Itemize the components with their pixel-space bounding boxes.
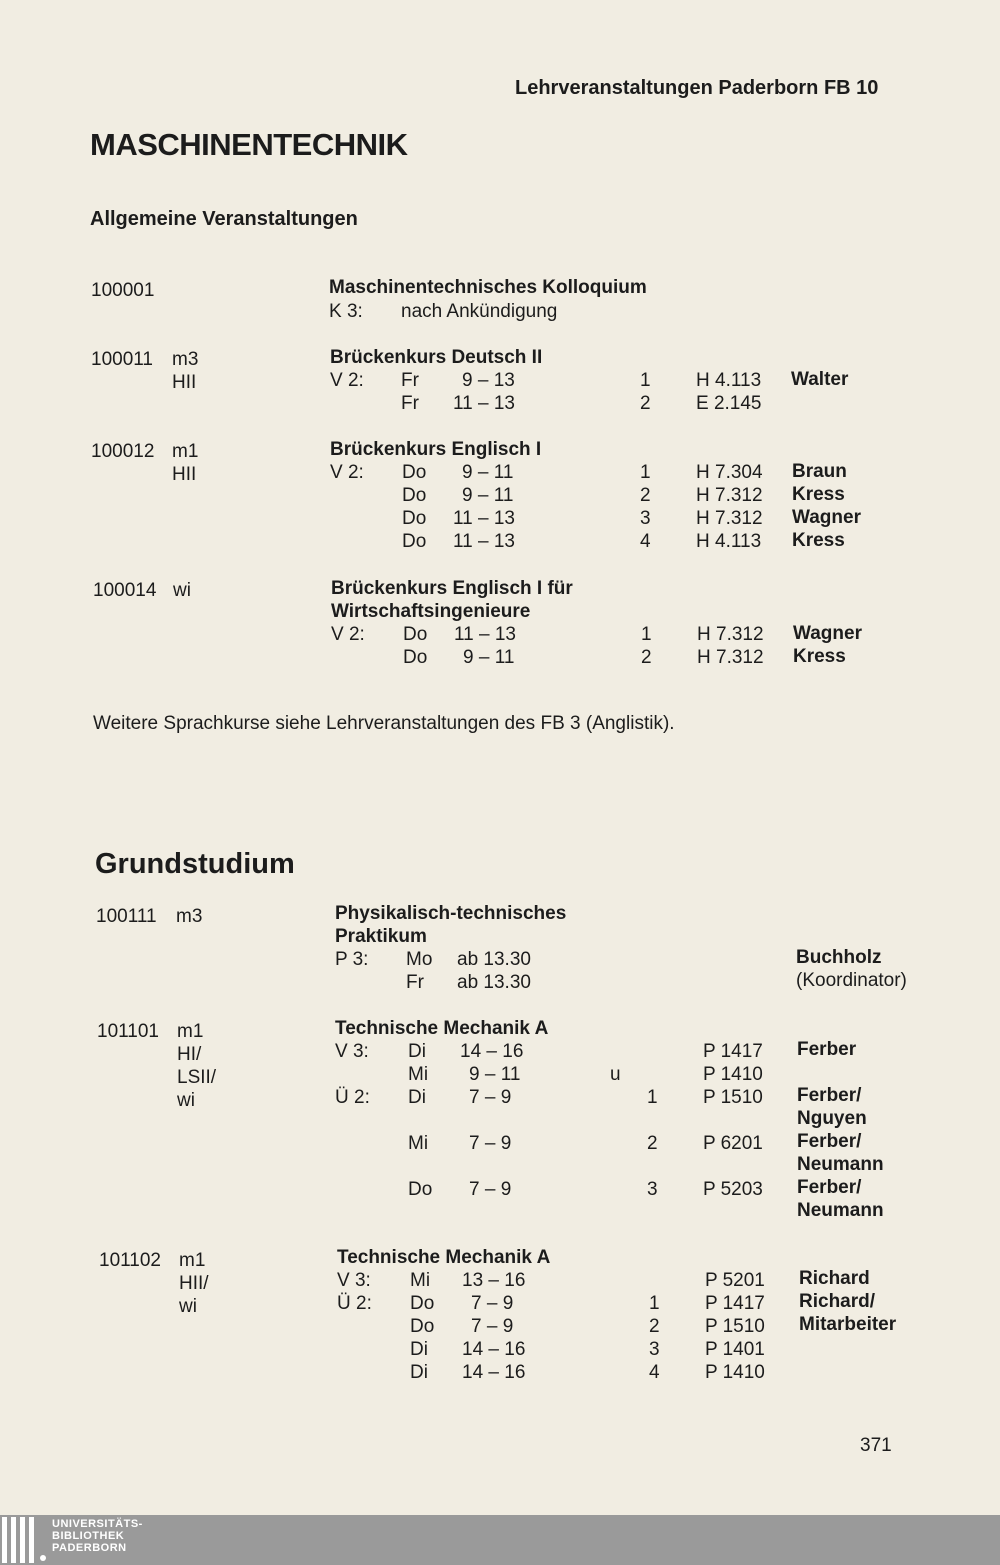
row-day: Mi	[408, 1133, 429, 1154]
course-code-2: HII/	[179, 1273, 209, 1294]
row-group: 1	[640, 370, 651, 391]
row-room: P 6201	[703, 1133, 763, 1154]
row-time: 14 – 16	[462, 1339, 526, 1360]
course-number: 100011	[91, 349, 153, 370]
row-lecturer: Kress	[793, 646, 846, 667]
row-day: Fr	[406, 972, 424, 993]
row-lecturer: Braun	[792, 461, 847, 482]
course-type-exercise: Ü 2:	[337, 1293, 372, 1314]
course-number: 100001	[91, 280, 155, 301]
row-day: Mi	[410, 1270, 431, 1291]
course-title: Maschinentechnisches Kolloquium	[329, 277, 647, 298]
row-room: H 4.113	[696, 370, 762, 391]
row-day: Do	[403, 647, 428, 668]
course-number: 100014	[93, 580, 157, 601]
row-room: P 5201	[705, 1270, 765, 1291]
row-room: P 1417	[703, 1041, 763, 1062]
row-time: 7 – 9	[469, 1179, 512, 1200]
row-day: Do	[402, 485, 427, 506]
section-heading-basic: Grundstudium	[95, 848, 295, 880]
course-code: m1	[177, 1021, 204, 1042]
course-code: m1	[179, 1250, 206, 1271]
row-room: P 1510	[705, 1316, 765, 1337]
row-day: Do	[402, 531, 427, 552]
row-time: 11 – 13	[453, 508, 515, 529]
row-room: H 7.312	[697, 624, 764, 645]
row-group: 1	[649, 1293, 660, 1314]
row-flag: u	[610, 1064, 621, 1085]
row-lecturer: Kress	[792, 530, 845, 551]
course-code-2: HII	[172, 372, 197, 393]
course-code-2: HI/	[177, 1044, 202, 1065]
row-lecturer: Buchholz	[796, 947, 882, 968]
row-lecturer-2: Neumann	[797, 1154, 884, 1175]
row-lecturer: Richard/	[799, 1291, 876, 1312]
row-room: E 2.145	[696, 393, 762, 414]
row-lecturer-2: Neumann	[797, 1200, 884, 1221]
course-title: Technische Mechanik A	[335, 1018, 549, 1039]
row-time: ab 13.30	[457, 949, 531, 970]
row-day: Do	[403, 624, 428, 645]
row-time: 9 – 11	[463, 647, 515, 668]
course-info: nach Ankündigung	[401, 301, 558, 322]
library-logo-text	[52, 1518, 143, 1554]
page-header: Lehrveranstaltungen Paderborn FB 10	[515, 77, 879, 99]
row-time: 7 – 9	[469, 1087, 512, 1108]
library-footer	[0, 1515, 1000, 1565]
logo-line-1: UNIVERSITÄTS-	[52, 1518, 143, 1530]
row-room: H 7.312	[697, 647, 764, 668]
course-title-2: Praktikum	[335, 926, 427, 947]
row-day: Do	[410, 1316, 435, 1337]
course-code-3: wi	[179, 1296, 197, 1317]
course-type-lecture: V 3:	[335, 1041, 369, 1062]
row-room: P 1510	[703, 1087, 763, 1108]
course-number: 100111	[96, 906, 157, 927]
course-type-lecture: V 3:	[337, 1270, 371, 1291]
row-lecturer: Ferber	[797, 1039, 857, 1060]
row-lecturer: Kress	[792, 484, 845, 505]
row-time: 7 – 9	[469, 1133, 512, 1154]
row-group: 2	[640, 393, 651, 414]
row-day: Do	[402, 508, 427, 529]
row-group: 1	[640, 462, 651, 483]
row-lecturer: Walter	[791, 369, 849, 390]
row-day: Mi	[408, 1064, 429, 1085]
row-time: ab 13.30	[457, 972, 531, 993]
course-code-4: wi	[177, 1090, 195, 1111]
course-type: V 2:	[331, 624, 365, 645]
row-day: Do	[408, 1179, 433, 1200]
row-lecturer-2: Nguyen	[797, 1108, 867, 1129]
row-lecturer: Richard	[799, 1268, 870, 1289]
row-day: Mo	[406, 949, 433, 970]
row-day: Fr	[401, 393, 419, 414]
row-day: Di	[410, 1362, 428, 1383]
row-room: P 1417	[705, 1293, 765, 1314]
row-group: 2	[641, 647, 652, 668]
row-time: 11 – 13	[453, 393, 515, 414]
row-lecturer: Ferber/	[797, 1177, 862, 1198]
course-code-3: LSII/	[177, 1067, 217, 1088]
row-room: P 1401	[705, 1339, 765, 1360]
course-number: 101102	[99, 1250, 161, 1271]
row-room: P 5203	[703, 1179, 763, 1200]
row-group: 2	[647, 1133, 658, 1154]
course-number: 100012	[91, 441, 155, 462]
course-code-2: HII	[172, 464, 197, 485]
row-time: 14 – 16	[462, 1362, 526, 1383]
row-group: 2	[640, 485, 651, 506]
row-time: 7 – 9	[471, 1316, 514, 1337]
row-lecturer: Wagner	[793, 623, 862, 644]
row-room: H 7.312	[696, 508, 763, 529]
course-type: K 3:	[329, 301, 363, 322]
logo-line-2: BIBLIOTHEK	[52, 1530, 125, 1542]
course-code: m3	[172, 349, 199, 370]
row-day: Fr	[401, 370, 419, 391]
row-time: 9 – 11	[462, 485, 514, 506]
row-group: 1	[641, 624, 652, 645]
row-time: 11 – 13	[454, 624, 516, 645]
course-type-exercise: Ü 2:	[335, 1087, 370, 1108]
row-day: Do	[402, 462, 427, 483]
course-type: V 2:	[330, 370, 364, 391]
course-code: wi	[173, 580, 191, 601]
row-room: H 7.304	[696, 462, 763, 483]
row-group: 1	[647, 1087, 658, 1108]
row-day: Di	[408, 1041, 426, 1062]
row-room: P 1410	[703, 1064, 763, 1085]
page-title: MASCHINENTECHNIK	[90, 127, 408, 162]
page-number: 371	[860, 1435, 892, 1456]
course-title-2: Wirtschaftsingenieure	[331, 601, 531, 622]
course-title: Brückenkurs Englisch I für	[331, 578, 573, 599]
row-time: 13 – 16	[462, 1270, 526, 1291]
row-lecturer: Mitarbeiter	[799, 1314, 897, 1335]
row-time: 9 – 11	[469, 1064, 521, 1085]
course-code: m1	[172, 441, 199, 462]
course-title: Brückenkurs Englisch I	[330, 439, 542, 460]
row-lecturer: Wagner	[792, 507, 861, 528]
course-title: Brückenkurs Deutsch II	[330, 347, 543, 368]
row-group: 3	[649, 1339, 660, 1360]
row-group: 3	[640, 508, 651, 529]
row-lecturer: Ferber/	[797, 1085, 862, 1106]
row-group: 2	[649, 1316, 660, 1337]
course-number: 101101	[97, 1021, 159, 1042]
row-day: Di	[410, 1339, 428, 1360]
row-group: 3	[647, 1179, 658, 1200]
section-heading-general: Allgemeine Veranstaltungen	[90, 208, 358, 230]
library-logo-icon	[2, 1517, 46, 1563]
row-room: P 1410	[705, 1362, 765, 1383]
row-time: 14 – 16	[460, 1041, 524, 1062]
row-time: 9 – 11	[462, 462, 514, 483]
course-type: V 2:	[330, 462, 364, 483]
course-title: Physikalisch-technisches	[335, 903, 567, 924]
row-lecturer-note: (Koordinator)	[796, 970, 907, 991]
row-lecturer: Ferber/	[797, 1131, 862, 1152]
course-title: Technische Mechanik A	[337, 1247, 551, 1268]
row-group: 4	[649, 1362, 660, 1383]
row-day: Di	[408, 1087, 426, 1108]
note-language-courses: Weitere Sprachkurse siehe Lehrveranstaltungen des FB 3 (Anglistik).	[93, 713, 675, 734]
row-time: 11 – 13	[453, 531, 515, 552]
row-room: H 4.113	[696, 531, 762, 552]
row-room: H 7.312	[696, 485, 763, 506]
row-time: 9 – 13	[462, 370, 515, 391]
course-type: P 3:	[335, 949, 369, 970]
logo-line-3: PADERBORN	[52, 1542, 127, 1554]
course-code: m3	[176, 906, 203, 927]
row-time: 7 – 9	[471, 1293, 514, 1314]
row-day: Do	[410, 1293, 435, 1314]
row-group: 4	[640, 531, 651, 552]
